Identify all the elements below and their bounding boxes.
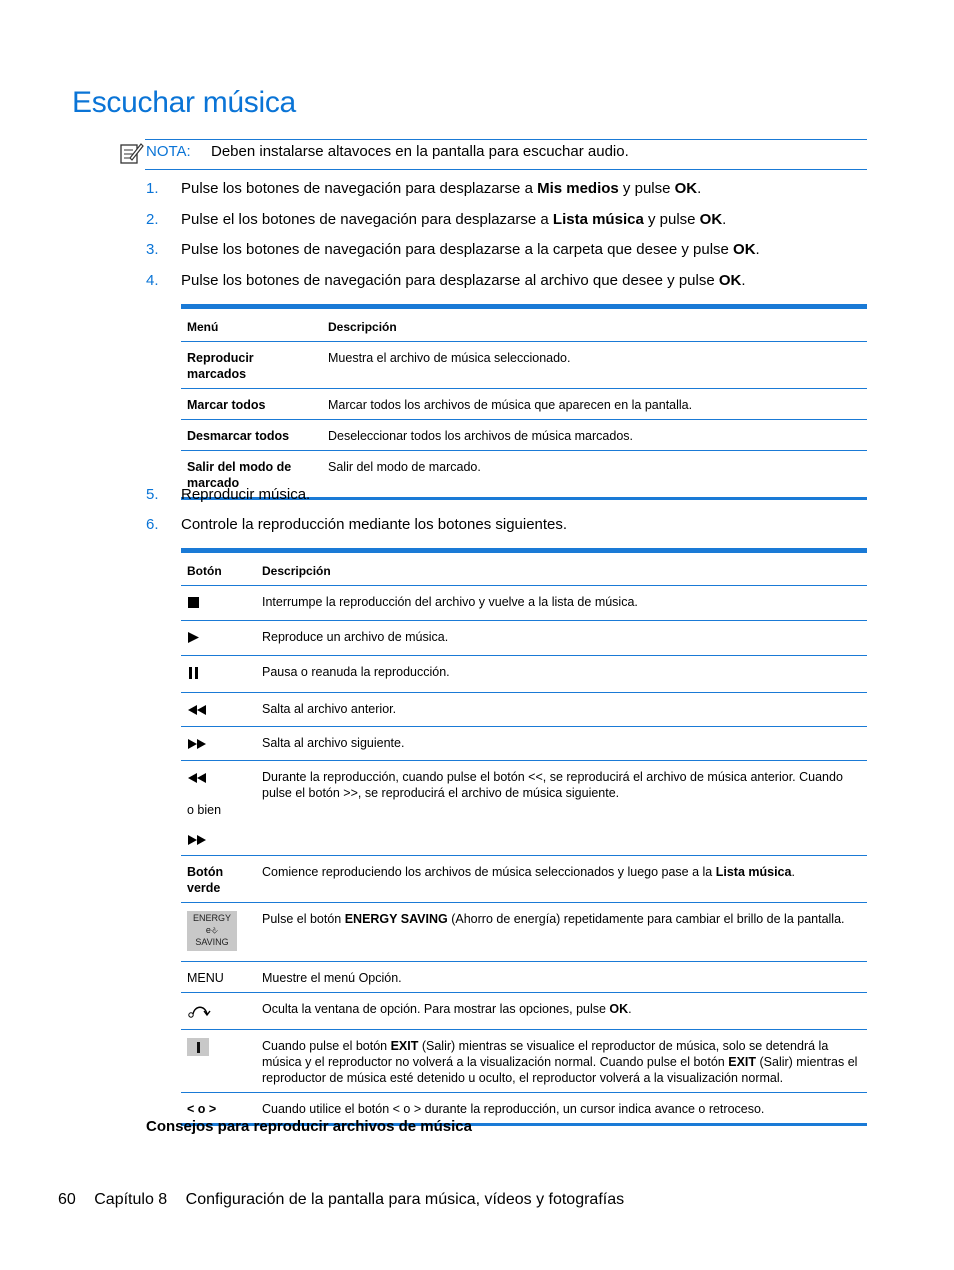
button-description: Muestre el menú Opción.	[256, 962, 867, 993]
note-label: NOTA:	[146, 143, 191, 160]
table-row	[181, 621, 867, 656]
note-icon	[120, 142, 144, 164]
button-description: Cuando utilice el botón < o > durante la reproducción, un cursor indica avance o retroceso.	[262, 1102, 765, 1116]
step-number: 6.	[146, 516, 159, 533]
menu-item: Marcar todos	[181, 389, 322, 420]
menu-description: Deseleccionar todos los archivos de música marcados.	[322, 420, 867, 451]
column-header: Menú	[181, 307, 322, 342]
table-row	[181, 420, 867, 451]
menu-item: Reproducir marcados	[181, 342, 322, 389]
table-row	[181, 693, 867, 727]
button-description: Durante la reproducción, cuando pulse el botón <<, se reproducirá el archivo de música anterior. Cuando pulse el botón >>, se reproducirá el archivo de música siguiente.	[256, 761, 867, 856]
chapter-title: Configuración de la pantalla para música, vídeos y fotografías	[185, 1191, 625, 1208]
table-row	[181, 656, 867, 693]
table-header-row	[181, 307, 867, 342]
table-row	[181, 903, 867, 962]
table-row	[181, 1030, 867, 1093]
rewind-icon	[187, 704, 209, 716]
step-number: 4.	[146, 272, 159, 289]
table-row	[181, 586, 867, 621]
stop-icon	[187, 596, 201, 610]
play-icon	[187, 631, 201, 645]
menu-item: Desmarcar todos	[181, 420, 322, 451]
step-number: 5.	[146, 486, 159, 503]
button-description: Comience reproduciendo los archivos de música seleccionados y luego pase a la Lista música.	[256, 856, 867, 903]
button-description: Oculta la ventana de opción. Para mostrar las opciones, pulse OK.	[256, 993, 867, 1030]
or-text: o bien	[187, 803, 222, 817]
menu-description: Muestra el archivo de música seleccionado.	[322, 342, 867, 389]
button-description: Pulse el botón ENERGY SAVING (Ahorro de energía) repetidamente para cambiar el brillo de la pantalla.	[256, 903, 867, 962]
energy-saving-icon: ENERGY e⎀ SAVING	[187, 911, 237, 951]
menu-table	[181, 304, 867, 500]
menu-button-label: MENU	[181, 962, 256, 993]
pause-icon	[187, 666, 201, 680]
table-row	[181, 389, 867, 420]
button-description: Pausa o reanuda la reproducción.	[256, 656, 867, 693]
button-description: Reproduce un archivo de música.	[256, 621, 867, 656]
column-header: Descripción	[256, 551, 867, 586]
table-row	[181, 962, 867, 993]
page-title: Escuchar música	[72, 86, 296, 119]
column-header: Descripción	[322, 307, 867, 342]
step-number: 1.	[146, 180, 159, 197]
page-number: 60	[58, 1191, 76, 1208]
arrows-button-label: < o >	[187, 1102, 217, 1116]
table-header-row	[181, 551, 867, 586]
button-description: Salta al archivo siguiente.	[256, 727, 867, 761]
table-row	[181, 727, 867, 761]
page-footer	[58, 1191, 638, 1209]
column-header: Botón	[181, 551, 256, 586]
menu-description: Salir del modo de marcado.	[328, 460, 481, 474]
table-row	[181, 993, 867, 1030]
fast-forward-icon	[187, 834, 209, 846]
step-number: 3.	[146, 241, 159, 258]
exit-icon	[187, 1038, 209, 1056]
step-number: 2.	[146, 211, 159, 228]
button-description: Cuando pulse el botón EXIT (Salir) mientras se visualice el reproductor de música, solo se detendrá la música y el reproductor no volverá a la visualización normal. Cuando pulse el botón EXIT (Salir) mientras el reproductor de música esté detenido u oculto, el reproductor volverá a la visualización normal.	[256, 1030, 867, 1093]
menu-description: Marcar todos los archivos de música que aparecen en la pantalla.	[322, 389, 867, 420]
note-text: Deben instalarse altavoces en la pantalla para escuchar audio.	[211, 143, 629, 160]
back-icon	[187, 1003, 213, 1019]
rewind-icon	[187, 772, 209, 784]
menu-item: Salir del modo de marcado	[187, 460, 292, 490]
table-row	[181, 342, 867, 389]
table-row	[181, 761, 867, 856]
fast-forward-icon	[187, 738, 209, 750]
button-table	[181, 548, 867, 1126]
chapter-label: Capítulo 8	[94, 1191, 168, 1208]
section-heading: Consejos para reproducir archivos de música	[146, 1118, 472, 1135]
table-row	[181, 856, 867, 903]
green-button-label: Botón verde	[181, 856, 256, 903]
button-description: Interrumpe la reproducción del archivo y vuelve a la lista de música.	[256, 586, 867, 621]
button-description: Salta al archivo anterior.	[256, 693, 867, 727]
